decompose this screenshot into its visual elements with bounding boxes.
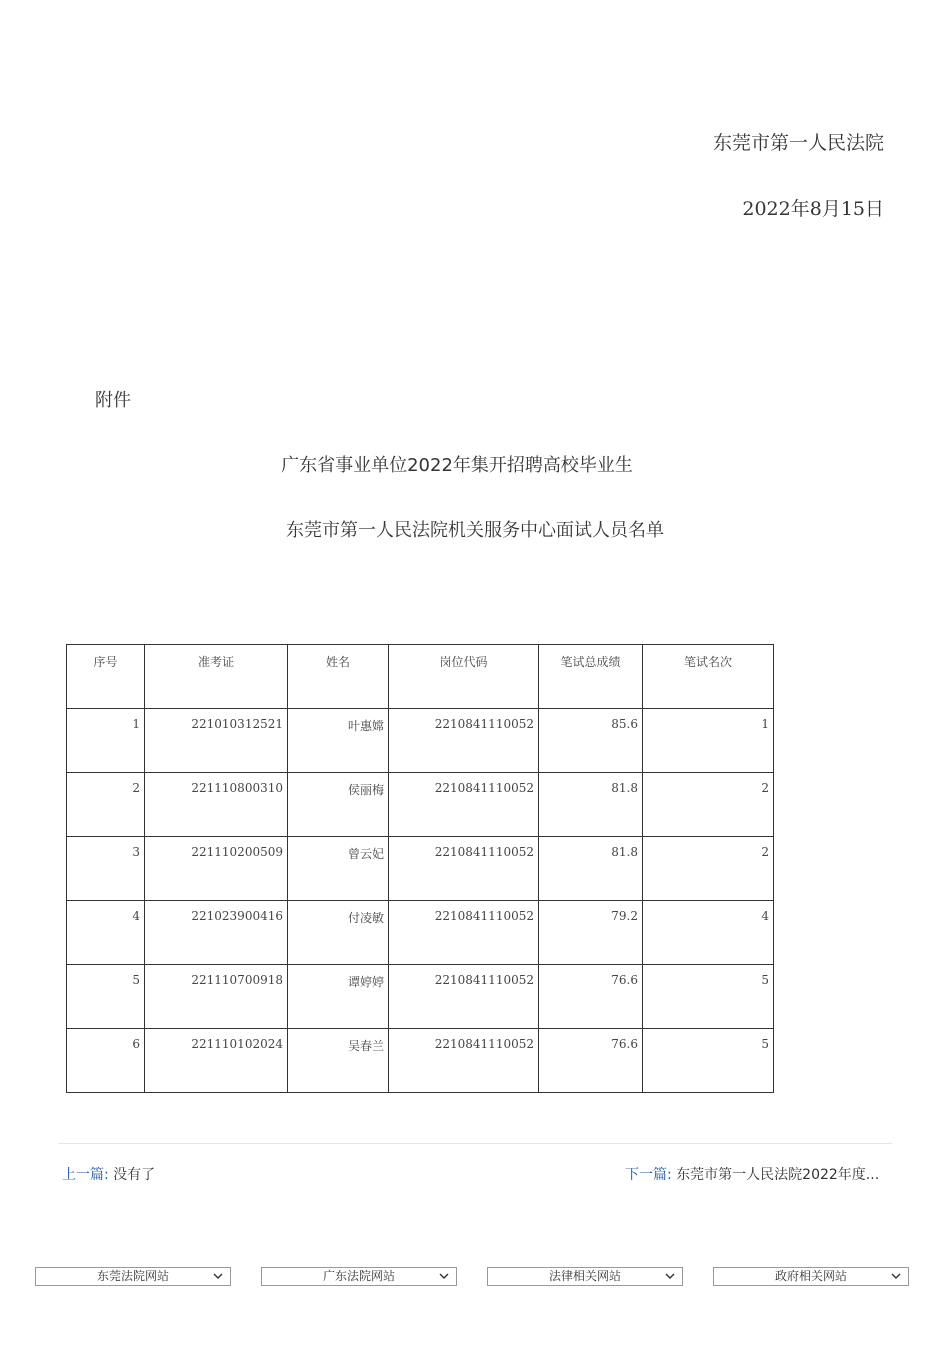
prev-article-title: 没有了 <box>113 1167 156 1183</box>
cell-seq: 6 <box>67 1029 145 1093</box>
cell-exam-id: 221110102024 <box>145 1029 288 1093</box>
cell-name: 曾云妃 <box>288 837 389 901</box>
law-related-sites-select[interactable] <box>487 1267 683 1286</box>
prev-colon: : <box>104 1167 109 1183</box>
cell-seq: 5 <box>67 965 145 1029</box>
cell-seq: 3 <box>67 837 145 901</box>
cell-rank: 4 <box>643 901 774 965</box>
signing-organization: 东莞市第一人民法院 <box>712 132 884 154</box>
chevron-down-icon <box>890 1270 902 1282</box>
cell-exam-id: 221010312521 <box>145 709 288 773</box>
cell-position-code: 2210841110052 <box>389 1029 539 1093</box>
document-title-line1: 广东省事业单位2022年集开招聘高校毕业生 <box>281 455 633 476</box>
cell-seq: 4 <box>67 901 145 965</box>
cell-total-score: 81.8 <box>539 773 643 837</box>
table-row <box>67 773 774 837</box>
section-divider <box>58 1143 892 1144</box>
cell-position-code: 2210841110052 <box>389 837 539 901</box>
cell-rank: 5 <box>643 1029 774 1093</box>
cell-total-score: 85.6 <box>539 709 643 773</box>
table-header-row <box>67 645 774 709</box>
select-value: 东莞法院网站 <box>96 1269 169 1283</box>
header-exam-id: 准考证 <box>145 645 288 709</box>
next-colon: : <box>667 1167 672 1183</box>
signing-date: 2022年8月15日 <box>742 198 884 220</box>
cell-total-score: 76.6 <box>539 965 643 1029</box>
next-article-title: 东莞市第一人民法院2022年度... <box>676 1167 880 1183</box>
cell-name: 叶惠嫦 <box>288 709 389 773</box>
chevron-down-icon <box>664 1270 676 1282</box>
cell-seq: 2 <box>67 773 145 837</box>
cell-name: 吴春兰 <box>288 1029 389 1093</box>
cell-total-score: 76.6 <box>539 1029 643 1093</box>
table-row <box>67 1029 774 1093</box>
chevron-down-icon <box>212 1270 224 1282</box>
cell-name: 谭婷婷 <box>288 965 389 1029</box>
select-value: 广东法院网站 <box>322 1269 395 1283</box>
cell-position-code: 2210841110052 <box>389 901 539 965</box>
chevron-down-icon <box>438 1270 450 1282</box>
header-position-code: 岗位代码 <box>389 645 539 709</box>
table-row <box>67 965 774 1029</box>
prev-article-link[interactable] <box>62 1164 155 1184</box>
table-row <box>67 709 774 773</box>
next-article-label: 下一篇 <box>625 1167 667 1183</box>
cell-name: 侯丽梅 <box>288 773 389 837</box>
attachment-label: 附件 <box>95 390 131 411</box>
government-related-sites-select[interactable] <box>713 1267 909 1286</box>
cell-rank: 1 <box>643 709 774 773</box>
cell-exam-id: 221110700918 <box>145 965 288 1029</box>
cell-position-code: 2210841110052 <box>389 965 539 1029</box>
dongguan-court-sites-select[interactable] <box>35 1267 231 1286</box>
cell-name: 付凌敏 <box>288 901 389 965</box>
cell-rank: 2 <box>643 837 774 901</box>
cell-exam-id: 221110800310 <box>145 773 288 837</box>
cell-rank: 5 <box>643 965 774 1029</box>
cell-total-score: 81.8 <box>539 837 643 901</box>
cell-position-code: 2210841110052 <box>389 709 539 773</box>
select-value: 政府相关网站 <box>774 1269 847 1283</box>
cell-exam-id: 221023900416 <box>145 901 288 965</box>
header-rank: 笔试名次 <box>643 645 774 709</box>
header-total-score: 笔试总成绩 <box>539 645 643 709</box>
next-article-link[interactable] <box>625 1164 879 1184</box>
cell-rank: 2 <box>643 773 774 837</box>
cell-exam-id: 221110200509 <box>145 837 288 901</box>
prev-article-label: 上一篇 <box>62 1167 104 1183</box>
document-title-line2: 东莞市第一人民法院机关服务中心面试人员名单 <box>286 520 664 541</box>
cell-total-score: 79.2 <box>539 901 643 965</box>
select-value: 法律相关网站 <box>548 1269 621 1283</box>
table-row <box>67 901 774 965</box>
header-seq: 序号 <box>67 645 145 709</box>
cell-seq: 1 <box>67 709 145 773</box>
interview-candidates-table <box>66 644 774 1093</box>
cell-position-code: 2210841110052 <box>389 773 539 837</box>
header-name: 姓名 <box>288 645 389 709</box>
table-row <box>67 837 774 901</box>
guangdong-court-sites-select[interactable] <box>261 1267 457 1286</box>
